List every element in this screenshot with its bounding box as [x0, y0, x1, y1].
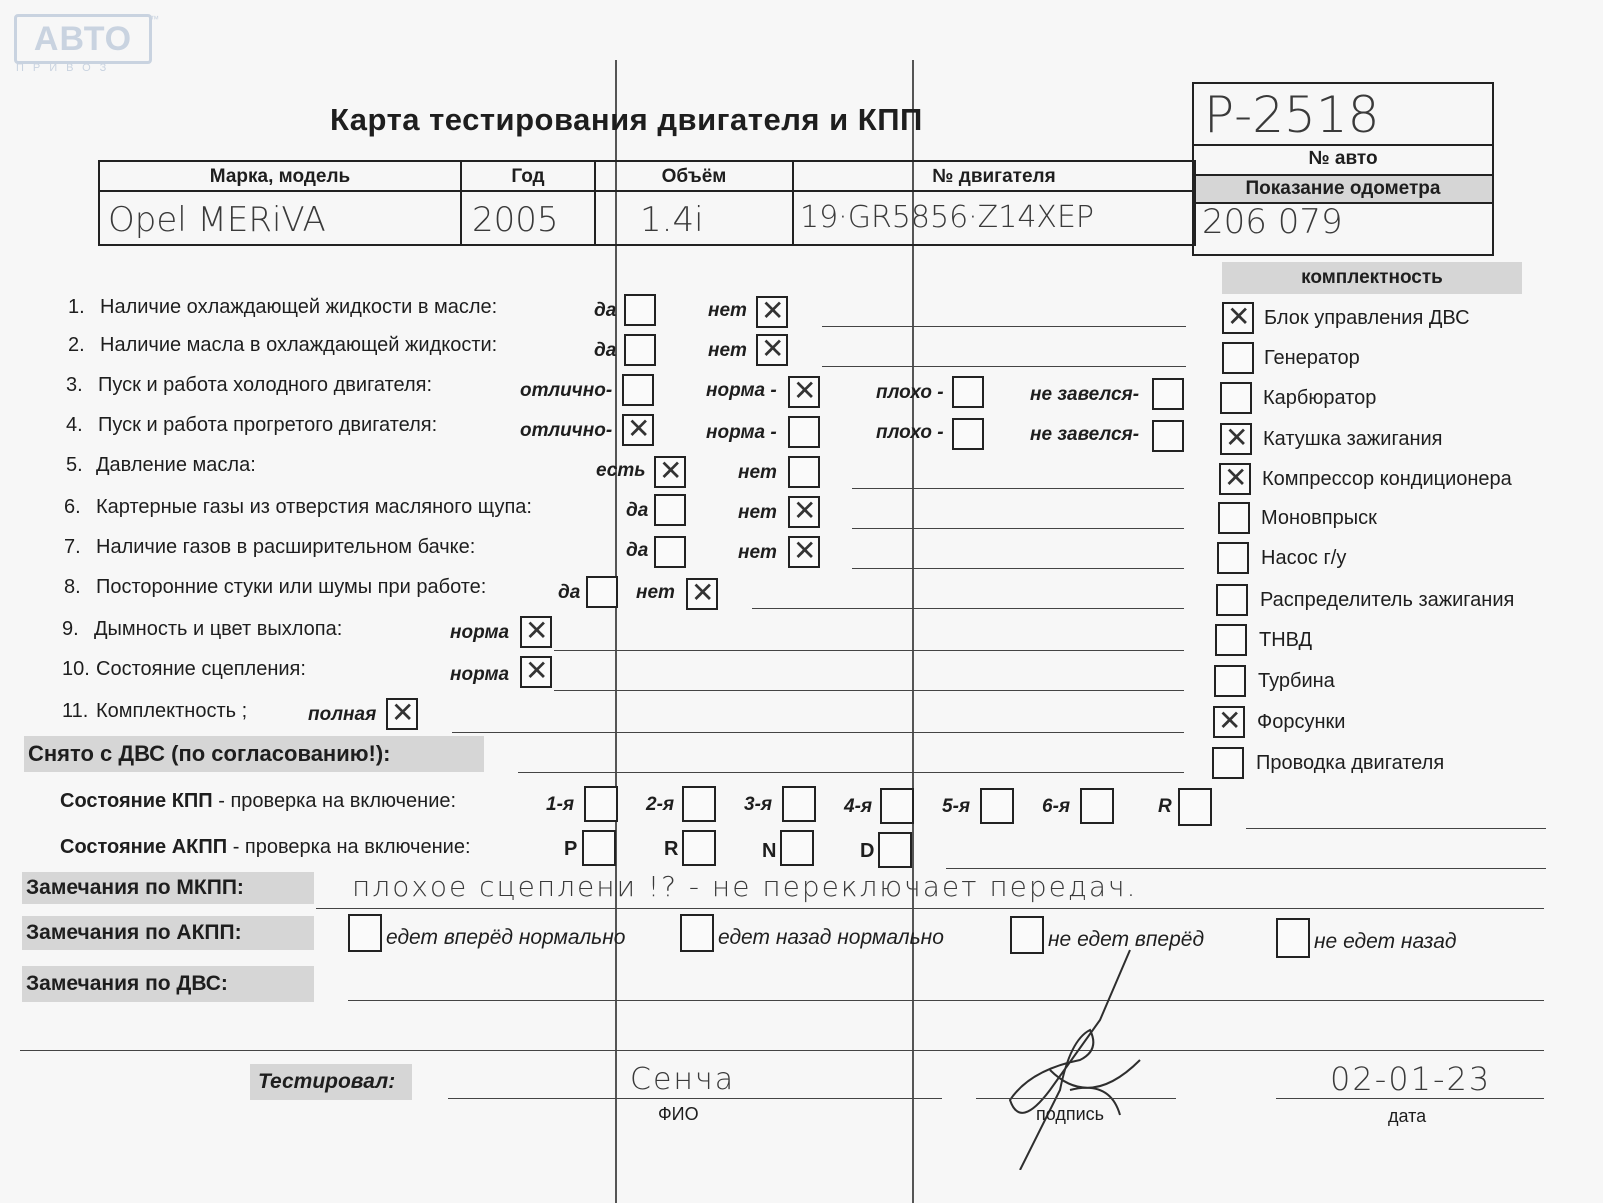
gear-label: R	[1158, 796, 1172, 817]
question-text: Посторонние стуки или шумы при работе:	[96, 576, 487, 598]
underline	[554, 690, 1184, 691]
checkbox-q5-yes[interactable]	[654, 456, 686, 488]
checkbox-carburetor[interactable]	[1220, 382, 1252, 414]
checkbox-q4-normal[interactable]	[788, 416, 820, 448]
option-label: норма -	[706, 422, 777, 443]
akpp-option-label: едет назад нормально	[718, 926, 944, 949]
option-label: не завелся-	[1030, 424, 1140, 445]
checkbox-q3-normal[interactable]	[788, 376, 820, 408]
option-label: нет	[636, 582, 675, 603]
question-text: Наличие масла в охлаждающей жидкости:	[100, 334, 498, 356]
option-label: отлично-	[520, 420, 613, 441]
odometer-header	[1194, 174, 1492, 204]
divider	[100, 190, 1194, 192]
underline	[20, 1050, 1544, 1051]
checkbox-gear-2[interactable]	[682, 786, 716, 822]
checkbox-q3-not-started[interactable]	[1152, 378, 1184, 410]
completeness-label: Карбюратор	[1263, 387, 1377, 409]
kpp-label	[60, 790, 456, 813]
date-label: дата	[1388, 1106, 1427, 1126]
option-label: нет	[738, 502, 777, 523]
checkbox-q7-no[interactable]	[788, 536, 820, 568]
option-label: да	[594, 300, 617, 321]
completeness-label: Насос г/у	[1261, 547, 1347, 569]
question-text: Дымность и цвет выхлопа:	[94, 618, 343, 640]
header-engine-number: № двигателя	[932, 166, 1056, 187]
completeness-header-label: комплектность	[1301, 267, 1443, 288]
underline	[852, 528, 1184, 529]
question-number: 7.	[64, 536, 81, 558]
checkbox-q9-normal[interactable]	[520, 616, 552, 648]
checkbox-distributor[interactable]	[1216, 584, 1248, 616]
checkbox-mode-p[interactable]	[582, 830, 616, 866]
kpp-label-bold: Состояние КПП	[60, 790, 213, 812]
akpp-remarks-header	[22, 916, 314, 950]
option-label: норма -	[706, 380, 777, 401]
page-title: Карта тестирования двигателя и КПП	[330, 102, 923, 137]
auto-number: Р-2518	[1204, 86, 1380, 144]
checkbox-mono-injection[interactable]	[1218, 502, 1250, 534]
akpp-remarks-label: Замечания по АКПП:	[26, 921, 242, 944]
underline	[852, 568, 1184, 569]
underline	[1246, 828, 1546, 829]
checkbox-q4-bad[interactable]	[952, 418, 984, 450]
mode-label: D	[860, 840, 875, 862]
divider	[1194, 144, 1492, 146]
option-label: полная	[308, 704, 377, 725]
checkbox-q4-not-started[interactable]	[1152, 420, 1184, 452]
logo	[14, 14, 159, 74]
header-model: Марка, модель	[209, 166, 351, 187]
completeness-label: Проводка двигателя	[1256, 752, 1445, 774]
checkbox-akpp-reverse-ok[interactable]	[680, 914, 714, 952]
signature-label: подпись	[1036, 1104, 1105, 1124]
underline	[554, 650, 1184, 651]
checkbox-q10-normal[interactable]	[520, 656, 552, 688]
checkbox-mode-r[interactable]	[682, 830, 716, 866]
question-number: 8.	[64, 576, 81, 598]
mkpp-remarks-text: плохое сцеплени !? - не переключает передач.	[352, 870, 1138, 903]
fio-label: ФИО	[658, 1104, 699, 1124]
completeness-label: Компрессор кондиционера	[1262, 468, 1512, 490]
mkpp-remarks-label: Замечания по МКПП:	[26, 876, 244, 899]
dvs-remarks-header	[22, 966, 314, 1002]
question-text: Комплектность ;	[96, 700, 248, 722]
tested-header	[250, 1064, 412, 1100]
option-label: нет	[708, 300, 747, 321]
underline	[1276, 1098, 1544, 1099]
tester-name: Сенча	[630, 1062, 736, 1097]
odometer-value: 206 079	[1202, 202, 1343, 242]
checkbox-generator[interactable]	[1222, 342, 1254, 374]
completeness-label: Моновпрыск	[1261, 507, 1377, 529]
completeness-label: Блок управления ДВС	[1264, 307, 1470, 329]
odometer-label: Показание одометра	[1245, 178, 1441, 199]
question-text: Давление масла:	[96, 454, 256, 476]
checkbox-akpp-forward-ok[interactable]	[348, 914, 382, 952]
akpp-label-bold: Состояние АКПП	[60, 836, 228, 858]
value-year: 2005	[472, 200, 559, 240]
underline	[316, 908, 1544, 909]
auto-number-box	[1192, 82, 1494, 256]
mode-label: N	[762, 840, 777, 862]
checkbox-q8-yes[interactable]	[586, 576, 618, 608]
completeness-label: Генератор	[1264, 347, 1360, 369]
checkbox-gear-r[interactable]	[1178, 788, 1212, 826]
checkbox-mode-n[interactable]	[780, 830, 814, 866]
logo-sub: ПРИВОЗ	[16, 62, 116, 74]
checkbox-wiring[interactable]	[1212, 747, 1244, 779]
tested-label: Тестировал:	[258, 1070, 396, 1093]
underline	[822, 326, 1186, 327]
question-number: 5.	[66, 454, 83, 476]
checkbox-mode-d[interactable]	[878, 832, 912, 868]
checkbox-gear-3[interactable]	[782, 786, 816, 822]
logo-tm: ™	[150, 14, 159, 24]
removed-section	[24, 736, 484, 772]
underline	[822, 366, 1186, 367]
underline	[348, 1000, 1544, 1001]
checkbox-turbine[interactable]	[1214, 665, 1246, 697]
question-text: Наличие газов в расширительном бачке:	[96, 536, 476, 558]
checkbox-injection-pump[interactable]	[1215, 624, 1247, 656]
option-label: нет	[738, 542, 777, 563]
akpp-label-rest: - проверка на включение:	[227, 836, 471, 858]
gear-label: 5-я	[942, 796, 971, 817]
removed-label: Снято с ДВС (по согласованию!):	[28, 741, 391, 766]
option-label: да	[626, 500, 649, 521]
mkpp-remarks-header	[22, 872, 314, 904]
mode-label: P	[564, 838, 578, 860]
checkbox-q2-yes[interactable]	[624, 334, 656, 366]
checkbox-akpp-no-reverse[interactable]	[1276, 918, 1310, 958]
option-label: есть	[596, 460, 646, 481]
akpp-option-label: не едет вперёд	[1048, 928, 1205, 951]
value-model: Opel MERiVA	[108, 200, 326, 240]
dvs-remarks-label: Замечания по ДВС:	[26, 972, 228, 995]
option-label: плохо -	[876, 422, 944, 443]
checkbox-q1-no[interactable]	[756, 296, 788, 328]
checkbox-q5-no[interactable]	[788, 456, 820, 488]
mode-label: R	[664, 838, 679, 860]
checkbox-q3-excellent[interactable]	[622, 374, 654, 406]
checkbox-ecu[interactable]	[1222, 302, 1254, 334]
question-number: 6.	[64, 496, 81, 518]
akpp-option-label: не едет назад	[1314, 930, 1457, 953]
date-value: 02-01-23	[1330, 1060, 1492, 1098]
option-label: нет	[738, 462, 777, 483]
gear-label: 4-я	[844, 796, 873, 817]
header-volume: Объём	[661, 166, 727, 187]
completeness-label: Катушка зажигания	[1263, 428, 1443, 450]
checkbox-q8-no[interactable]	[686, 578, 718, 610]
akpp-option-label: едет вперёд нормально	[386, 926, 626, 949]
signature	[990, 940, 1160, 1170]
question-number: 1.	[68, 296, 85, 318]
checkbox-q6-yes[interactable]	[654, 494, 686, 526]
underline	[976, 1098, 1176, 1099]
checkbox-gear-6[interactable]	[1080, 788, 1114, 824]
question-text: Пуск и работа прогретого двигателя:	[98, 414, 438, 436]
checkbox-q1-yes[interactable]	[624, 294, 656, 326]
checkbox-q6-no[interactable]	[788, 496, 820, 528]
checkbox-q4-excellent[interactable]	[622, 414, 654, 446]
logo-text: АВТО	[14, 14, 152, 64]
checkbox-q3-bad[interactable]	[952, 376, 984, 408]
question-number: 4.	[66, 414, 83, 436]
question-text: Состояние сцепления:	[96, 658, 306, 680]
gear-label: 3-я	[744, 794, 773, 815]
option-label: да	[594, 340, 617, 361]
option-label: плохо -	[876, 382, 944, 403]
underline	[448, 1098, 942, 1099]
auto-number-label: № авто	[1308, 148, 1378, 169]
question-number: 11.	[62, 700, 89, 722]
question-text: Картерные газы из отверстия масляного щупа:	[96, 496, 532, 518]
underline	[752, 608, 1184, 609]
gear-label: 6-я	[1042, 796, 1071, 817]
completeness-label: Турбина	[1258, 670, 1335, 692]
header-year: Год	[511, 166, 545, 187]
checkbox-q2-no[interactable]	[756, 334, 788, 366]
checkbox-ac-compressor[interactable]	[1219, 463, 1251, 495]
question-number: 2.	[68, 334, 85, 356]
underline	[946, 868, 1546, 869]
checkbox-q7-yes[interactable]	[654, 536, 686, 568]
checkbox-gear-1[interactable]	[584, 786, 618, 822]
question-number: 10.	[62, 658, 90, 680]
checkbox-ps-pump[interactable]	[1217, 542, 1249, 574]
underline	[852, 488, 1184, 489]
vehicle-table	[98, 160, 1196, 246]
option-label: не завелся-	[1030, 384, 1140, 405]
gear-label: 1-я	[546, 794, 575, 815]
checkbox-ignition-coil[interactable]	[1220, 423, 1252, 455]
option-label: норма	[450, 622, 510, 643]
completeness-label: Форсунки	[1257, 711, 1346, 733]
question-number: 3.	[66, 374, 83, 396]
gear-label: 2-я	[646, 794, 675, 815]
checkbox-gear-5[interactable]	[980, 788, 1014, 824]
checkbox-gear-4[interactable]	[880, 788, 914, 824]
checkbox-q11-full[interactable]	[386, 698, 418, 730]
option-label: да	[558, 582, 581, 603]
option-label: да	[626, 540, 649, 561]
question-number: 9.	[62, 618, 79, 640]
checkbox-injectors[interactable]	[1213, 706, 1245, 738]
question-text: Наличие охлаждающей жидкости в масле:	[100, 296, 498, 318]
value-volume: 1.4i	[640, 200, 704, 240]
completeness-label: Распределитель зажигания	[1260, 589, 1515, 611]
option-label: норма	[450, 664, 510, 685]
completeness-label: ТНВД	[1259, 629, 1313, 651]
underline	[518, 772, 1184, 773]
option-label: отлично-	[520, 380, 613, 401]
kpp-label-rest: - проверка на включение:	[212, 790, 457, 812]
underline	[452, 732, 1184, 733]
value-engine-number: 19·GR5856·Z14XEP	[800, 200, 1095, 235]
option-label: нет	[708, 340, 747, 361]
akpp-label	[60, 836, 471, 859]
question-text: Пуск и работа холодного двигателя:	[98, 374, 433, 396]
completeness-header	[1222, 262, 1522, 294]
